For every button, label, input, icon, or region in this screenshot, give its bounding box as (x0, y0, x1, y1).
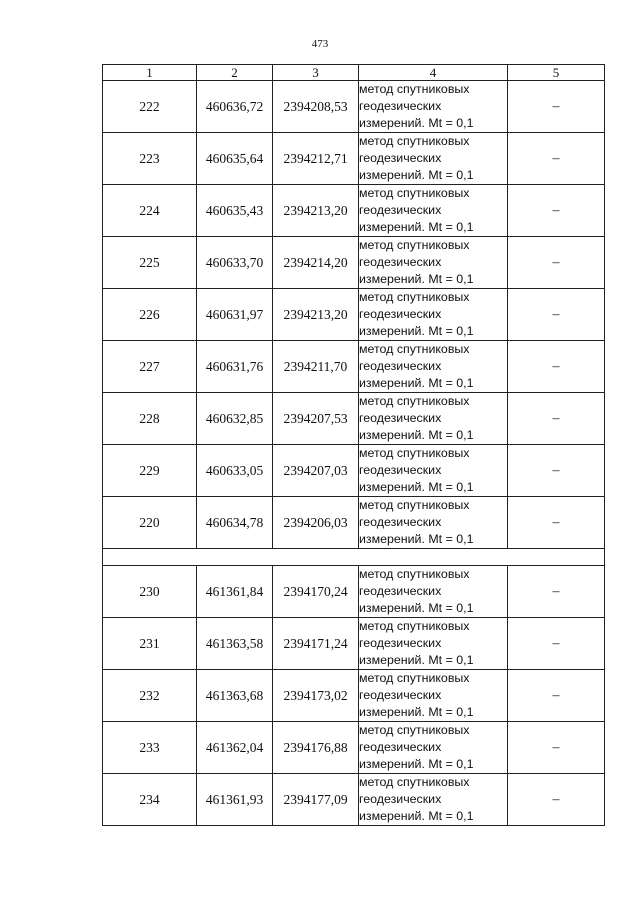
x-coordinate-cell: 460633,70 (197, 237, 273, 289)
note-cell: – (508, 81, 605, 133)
page-number: 473 (311, 38, 329, 50)
y-coordinate-cell: 2394207,53 (273, 393, 359, 445)
method-line: измерений. Mt = 0,1 (359, 116, 474, 130)
method-line: геодезических (359, 584, 442, 598)
method-line: метод спутниковых (359, 238, 470, 252)
method-line: измерений. Mt = 0,1 (359, 705, 474, 719)
table-row (103, 393, 605, 445)
method-cell (359, 289, 508, 341)
table-row (103, 289, 605, 341)
method-line: измерений. Mt = 0,1 (359, 809, 474, 823)
method-cell (359, 133, 508, 185)
method-line: геодезических (359, 151, 442, 165)
coordinates-table (102, 64, 605, 826)
method-line: измерений. Mt = 0,1 (359, 653, 474, 667)
point-id-cell: 222 (103, 81, 197, 133)
point-id-cell: 224 (103, 185, 197, 237)
method-line: геодезических (359, 307, 442, 321)
point-id-cell: 225 (103, 237, 197, 289)
method-line: измерений. Mt = 0,1 (359, 601, 474, 615)
x-coordinate-cell: 460634,78 (197, 497, 273, 549)
method-line: геодезических (359, 463, 442, 477)
x-coordinate-cell: 461363,58 (197, 618, 273, 670)
method-cell (359, 497, 508, 549)
x-coordinate-cell: 460631,76 (197, 341, 273, 393)
y-coordinate-cell: 2394214,20 (273, 237, 359, 289)
method-line: геодезических (359, 688, 442, 702)
note-cell: – (508, 393, 605, 445)
method-line: измерений. Mt = 0,1 (359, 220, 474, 234)
header-row (103, 65, 605, 81)
y-coordinate-cell: 2394177,09 (273, 774, 359, 826)
table-row (103, 341, 605, 393)
x-coordinate-cell: 460635,64 (197, 133, 273, 185)
method-line: измерений. Mt = 0,1 (359, 324, 474, 338)
note-cell: – (508, 497, 605, 549)
method-line: метод спутниковых (359, 394, 470, 408)
method-line: метод спутниковых (359, 671, 470, 685)
point-id-cell: 229 (103, 445, 197, 497)
y-coordinate-cell: 2394208,53 (273, 81, 359, 133)
table-row (103, 497, 605, 549)
note-cell: – (508, 133, 605, 185)
method-line: метод спутниковых (359, 342, 470, 356)
method-cell (359, 670, 508, 722)
method-line: геодезических (359, 792, 442, 806)
method-line: метод спутниковых (359, 498, 470, 512)
x-coordinate-cell: 460633,05 (197, 445, 273, 497)
method-cell (359, 618, 508, 670)
method-line: геодезических (359, 515, 442, 529)
y-coordinate-cell: 2394171,24 (273, 618, 359, 670)
x-coordinate-cell: 461362,04 (197, 722, 273, 774)
note-cell: – (508, 670, 605, 722)
y-coordinate-cell: 2394211,70 (273, 341, 359, 393)
header-col-3: 3 (273, 65, 359, 81)
method-line: измерений. Mt = 0,1 (359, 376, 474, 390)
method-cell (359, 566, 508, 618)
note-cell: – (508, 237, 605, 289)
x-coordinate-cell: 460631,97 (197, 289, 273, 341)
method-line: геодезических (359, 99, 442, 113)
spacer-row (103, 549, 605, 566)
method-cell (359, 185, 508, 237)
y-coordinate-cell: 2394176,88 (273, 722, 359, 774)
method-line: метод спутниковых (359, 134, 470, 148)
y-coordinate-cell: 2394207,03 (273, 445, 359, 497)
method-line: измерений. Mt = 0,1 (359, 168, 474, 182)
method-line: метод спутниковых (359, 775, 470, 789)
method-line: геодезических (359, 411, 442, 425)
table-group-2 (103, 566, 605, 826)
method-line: метод спутниковых (359, 723, 470, 737)
note-cell: – (508, 722, 605, 774)
point-id-cell: 232 (103, 670, 197, 722)
x-coordinate-cell: 460632,85 (197, 393, 273, 445)
method-cell (359, 774, 508, 826)
method-line: метод спутниковых (359, 186, 470, 200)
method-line: измерений. Mt = 0,1 (359, 272, 474, 286)
note-cell: – (508, 566, 605, 618)
method-line: метод спутниковых (359, 567, 470, 581)
point-id-cell: 231 (103, 618, 197, 670)
note-cell: – (508, 618, 605, 670)
table-row (103, 237, 605, 289)
method-line: метод спутниковых (359, 619, 470, 633)
method-cell (359, 445, 508, 497)
note-cell: – (508, 289, 605, 341)
note-cell: – (508, 774, 605, 826)
point-id-cell: 227 (103, 341, 197, 393)
point-id-cell: 220 (103, 497, 197, 549)
method-cell (359, 237, 508, 289)
header-col-4: 4 (359, 65, 508, 81)
method-line: измерений. Mt = 0,1 (359, 428, 474, 442)
x-coordinate-cell: 461361,84 (197, 566, 273, 618)
y-coordinate-cell: 2394212,71 (273, 133, 359, 185)
point-id-cell: 226 (103, 289, 197, 341)
method-cell (359, 393, 508, 445)
x-coordinate-cell: 460636,72 (197, 81, 273, 133)
table-row (103, 133, 605, 185)
table-row (103, 774, 605, 826)
method-cell (359, 722, 508, 774)
spacer-cell (103, 549, 605, 566)
y-coordinate-cell: 2394213,20 (273, 289, 359, 341)
method-line: метод спутниковых (359, 446, 470, 460)
method-line: измерений. Mt = 0,1 (359, 480, 474, 494)
table-row (103, 618, 605, 670)
note-cell: – (508, 185, 605, 237)
table-row (103, 185, 605, 237)
table-row (103, 445, 605, 497)
point-id-cell: 230 (103, 566, 197, 618)
method-line: геодезических (359, 203, 442, 217)
header-col-5: 5 (508, 65, 605, 81)
method-line: геодезических (359, 636, 442, 650)
method-line: метод спутниковых (359, 82, 470, 96)
point-id-cell: 234 (103, 774, 197, 826)
table-row (103, 81, 605, 133)
table-group-1 (103, 81, 605, 549)
x-coordinate-cell: 460635,43 (197, 185, 273, 237)
method-cell (359, 81, 508, 133)
method-cell (359, 341, 508, 393)
method-line: измерений. Mt = 0,1 (359, 532, 474, 546)
y-coordinate-cell: 2394173,02 (273, 670, 359, 722)
table-spacer (103, 549, 605, 566)
point-id-cell: 228 (103, 393, 197, 445)
header-col-2: 2 (197, 65, 273, 81)
method-line: геодезических (359, 359, 442, 373)
x-coordinate-cell: 461361,93 (197, 774, 273, 826)
method-line: геодезических (359, 740, 442, 754)
header-col-1: 1 (103, 65, 197, 81)
method-line: метод спутниковых (359, 290, 470, 304)
table-row (103, 670, 605, 722)
x-coordinate-cell: 461363,68 (197, 670, 273, 722)
table-row (103, 722, 605, 774)
y-coordinate-cell: 2394206,03 (273, 497, 359, 549)
method-line: измерений. Mt = 0,1 (359, 757, 474, 771)
point-id-cell: 223 (103, 133, 197, 185)
y-coordinate-cell: 2394213,20 (273, 185, 359, 237)
method-line: геодезических (359, 255, 442, 269)
note-cell: – (508, 341, 605, 393)
point-id-cell: 233 (103, 722, 197, 774)
table-row (103, 566, 605, 618)
note-cell: – (508, 445, 605, 497)
y-coordinate-cell: 2394170,24 (273, 566, 359, 618)
